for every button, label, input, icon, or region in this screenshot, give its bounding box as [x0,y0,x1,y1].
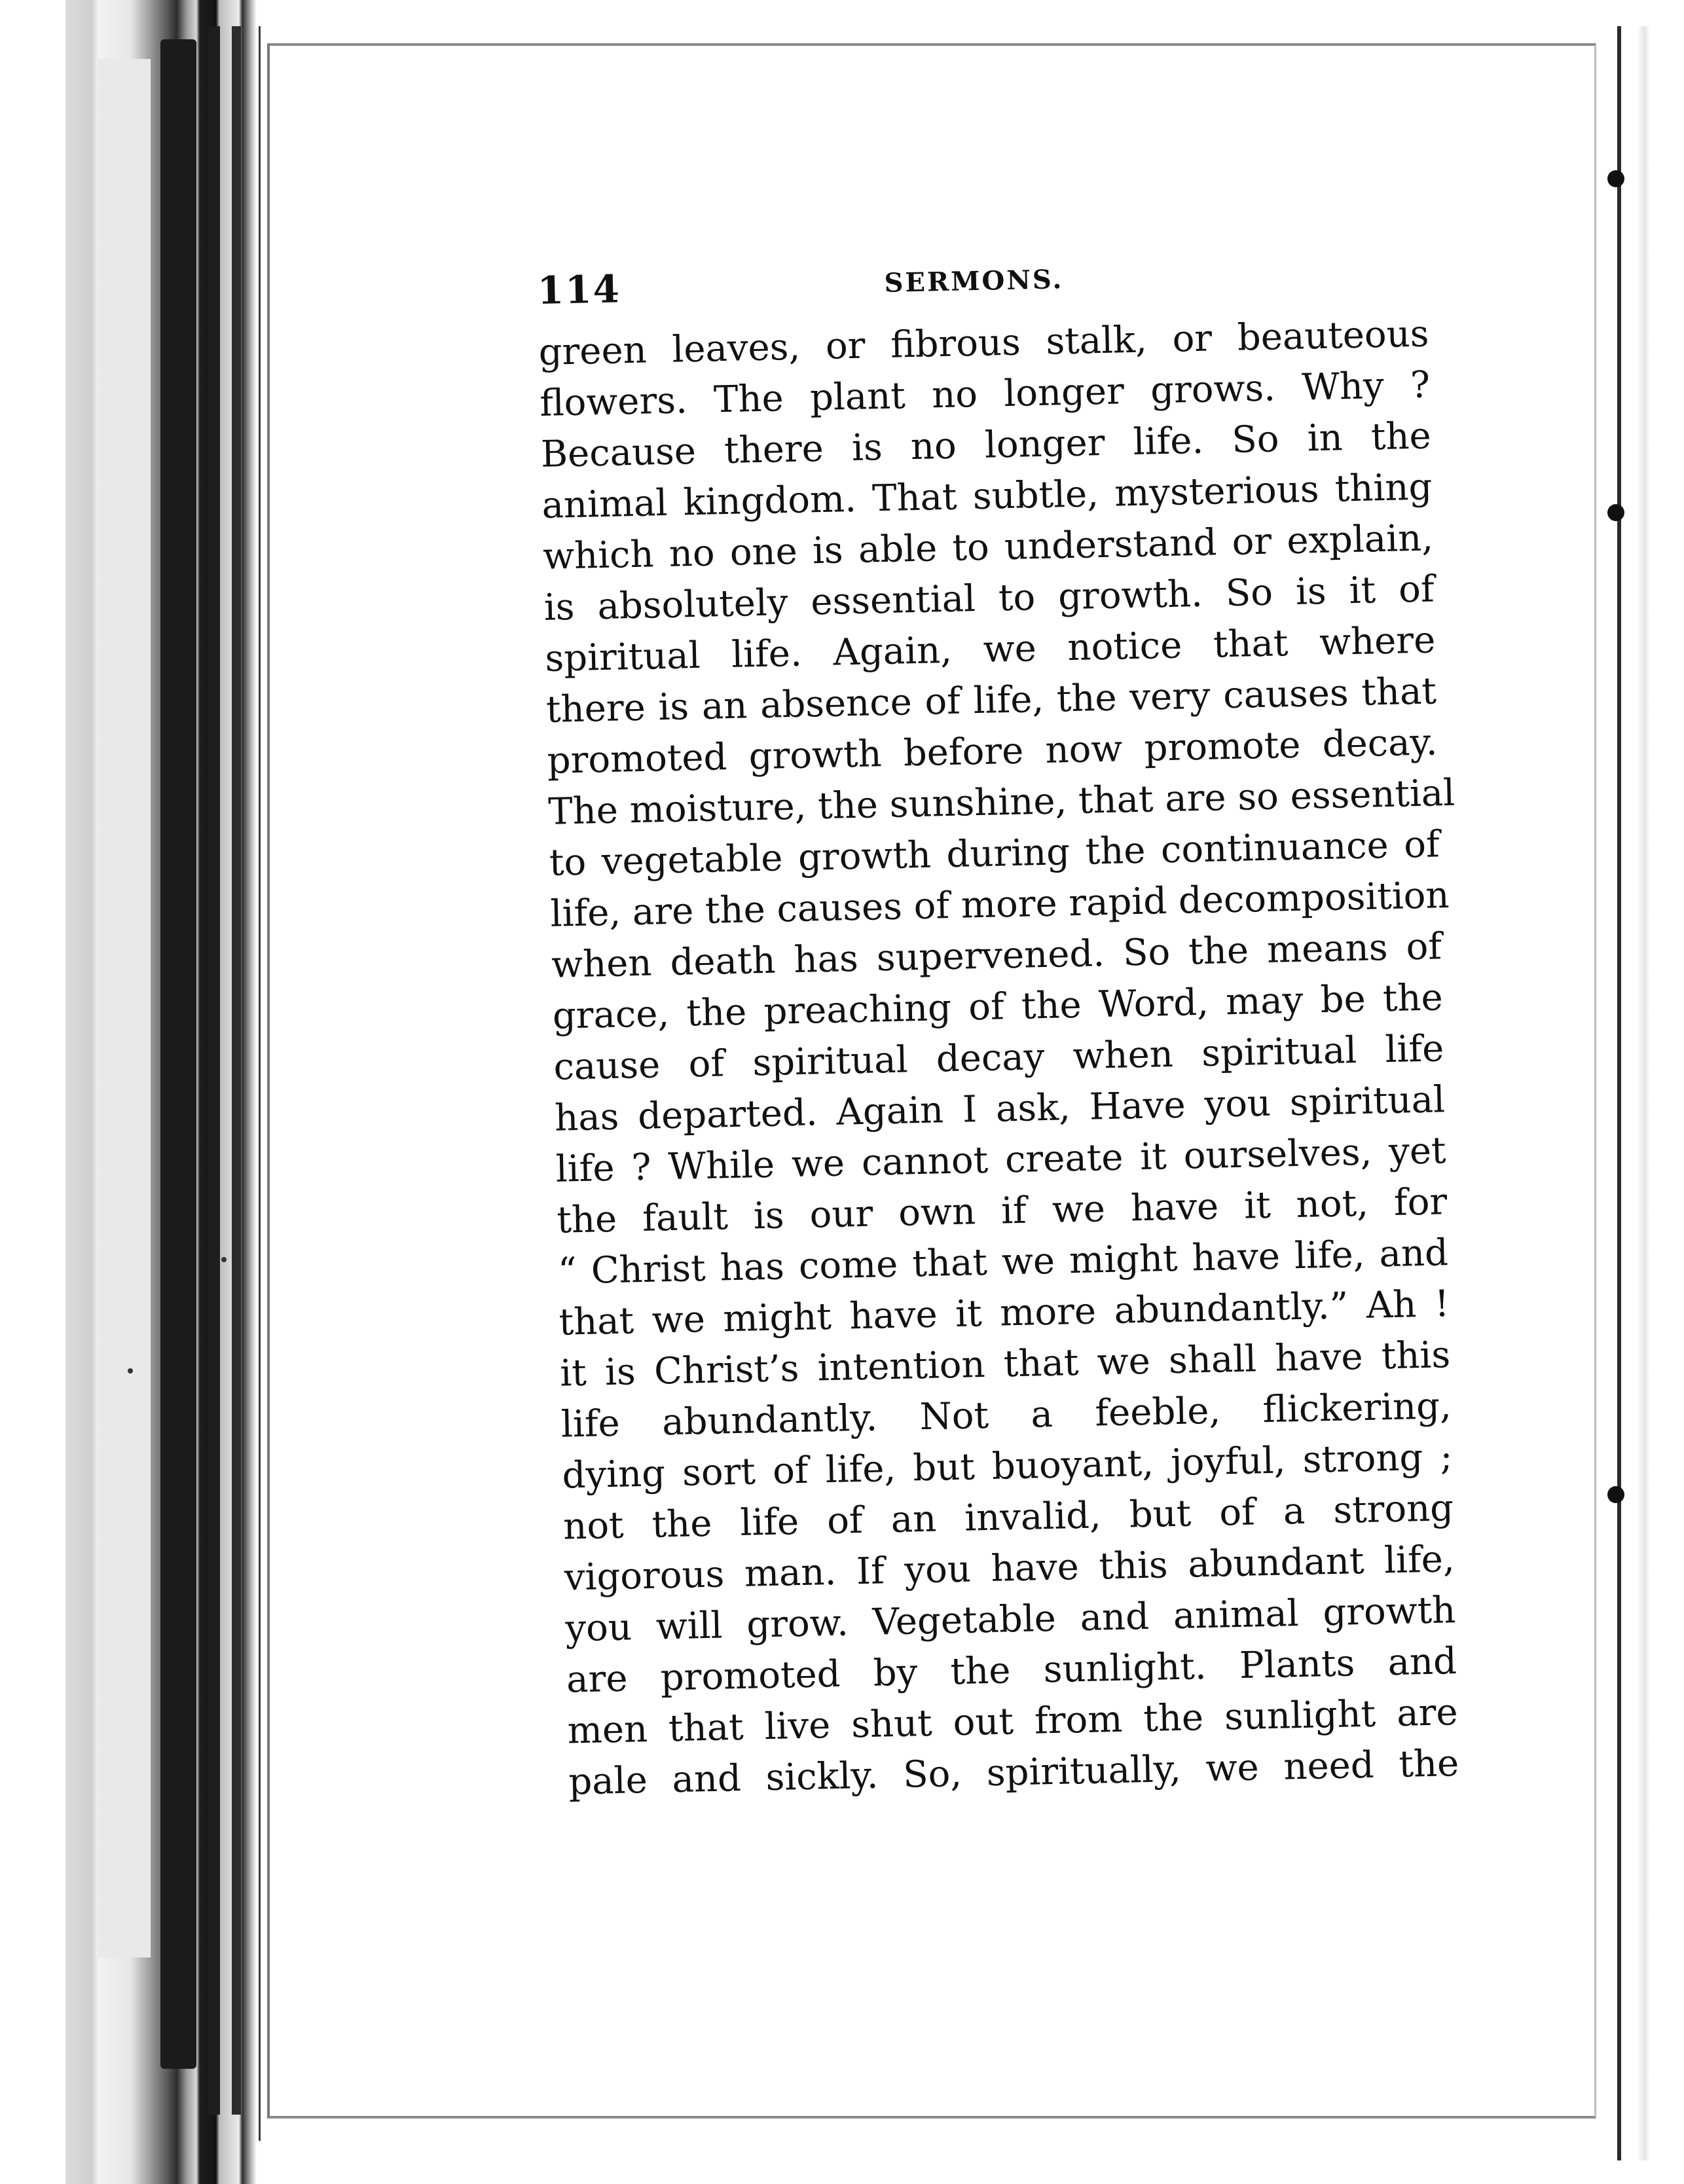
text-line: spiritual life. Again, we notice that where [544,619,1436,680]
text-line: men that live shut out from the sunlight are [567,1691,1459,1753]
text-line: pale and sickly. So, spiritually, we need the [568,1742,1459,1804]
page-inner-edge [259,26,267,2141]
right-page-border [1617,26,1621,2160]
text-line: flowers. The plant no longer grows. Why ? [539,363,1431,425]
right-page-edge [1637,26,1650,2160]
text-line: are promoted by the sunlight. Plants and [566,1640,1457,1702]
running-title: SERMONS. [884,264,1064,299]
text-line: vigorous man. If you have this abundant life, [564,1538,1455,1599]
text-line: cause of spiritual decay when spiritual life [553,1027,1444,1089]
text-line: when death has supervened. So the means of [551,925,1442,987]
print-speck [221,1257,227,1262]
text-line: that we might have it more abundantly.” Ah ! [558,1283,1450,1344]
edge-mark [1607,504,1624,521]
text-line: life ? While we cannot create it ourselves, yet [555,1129,1447,1191]
text-line: Because there is no longer life. So in the [540,414,1432,476]
text-line: green leaves, or fibrous stalk, or beauteous [538,312,1430,374]
text-line: you will grow. Vegetable and animal growth [564,1589,1456,1650]
text-line: dying sort of life, but buoyant, joyful, strong ; [561,1436,1454,1497]
text-line: there is an absence of life, the very causes that [545,670,1437,731]
text-line: life, are the causes of more rapid decomposition [549,874,1450,936]
text-line: has departed. Again I ask, Have you spiritual [554,1078,1446,1140]
text-line: grace, the preaching of the Word, may be the [552,976,1444,1038]
text-line: to vegetable growth during the continuance of [549,823,1440,884]
text-line: not the life of an invalid, but of a strong [562,1487,1454,1548]
edge-mark [1607,1486,1624,1503]
text-line: the fault is our own if we have it not, for [556,1180,1448,1242]
text-line: life abundantly. Not a feeble, flickering, [560,1385,1452,1446]
page-number: 114 [537,266,621,313]
body-text [538,308,1486,1808]
text-line: is absolutely essential to growth. So is it of [543,568,1435,629]
text-line: “ Christ has come that we might have life, and [557,1231,1449,1293]
print-speck [128,1368,133,1374]
spine-shadow [160,39,196,2069]
text-line: The moisture, the sunshine, that are so essential [547,771,1455,833]
edge-mark [1607,170,1624,187]
text-line: animal kingdom. That subtle, mysterious thing [541,465,1433,527]
text-line: promoted growth before now promote decay. [547,721,1438,782]
text-line: which no one is able to understand or explain, [542,517,1434,578]
text-line: it is Christ’s intention that we shall have this [559,1334,1451,1395]
spine-edge-line [208,26,220,2115]
spine-highlight [98,59,151,1957]
page-text-block [537,249,1486,1808]
spine-edge-line [232,26,241,2115]
